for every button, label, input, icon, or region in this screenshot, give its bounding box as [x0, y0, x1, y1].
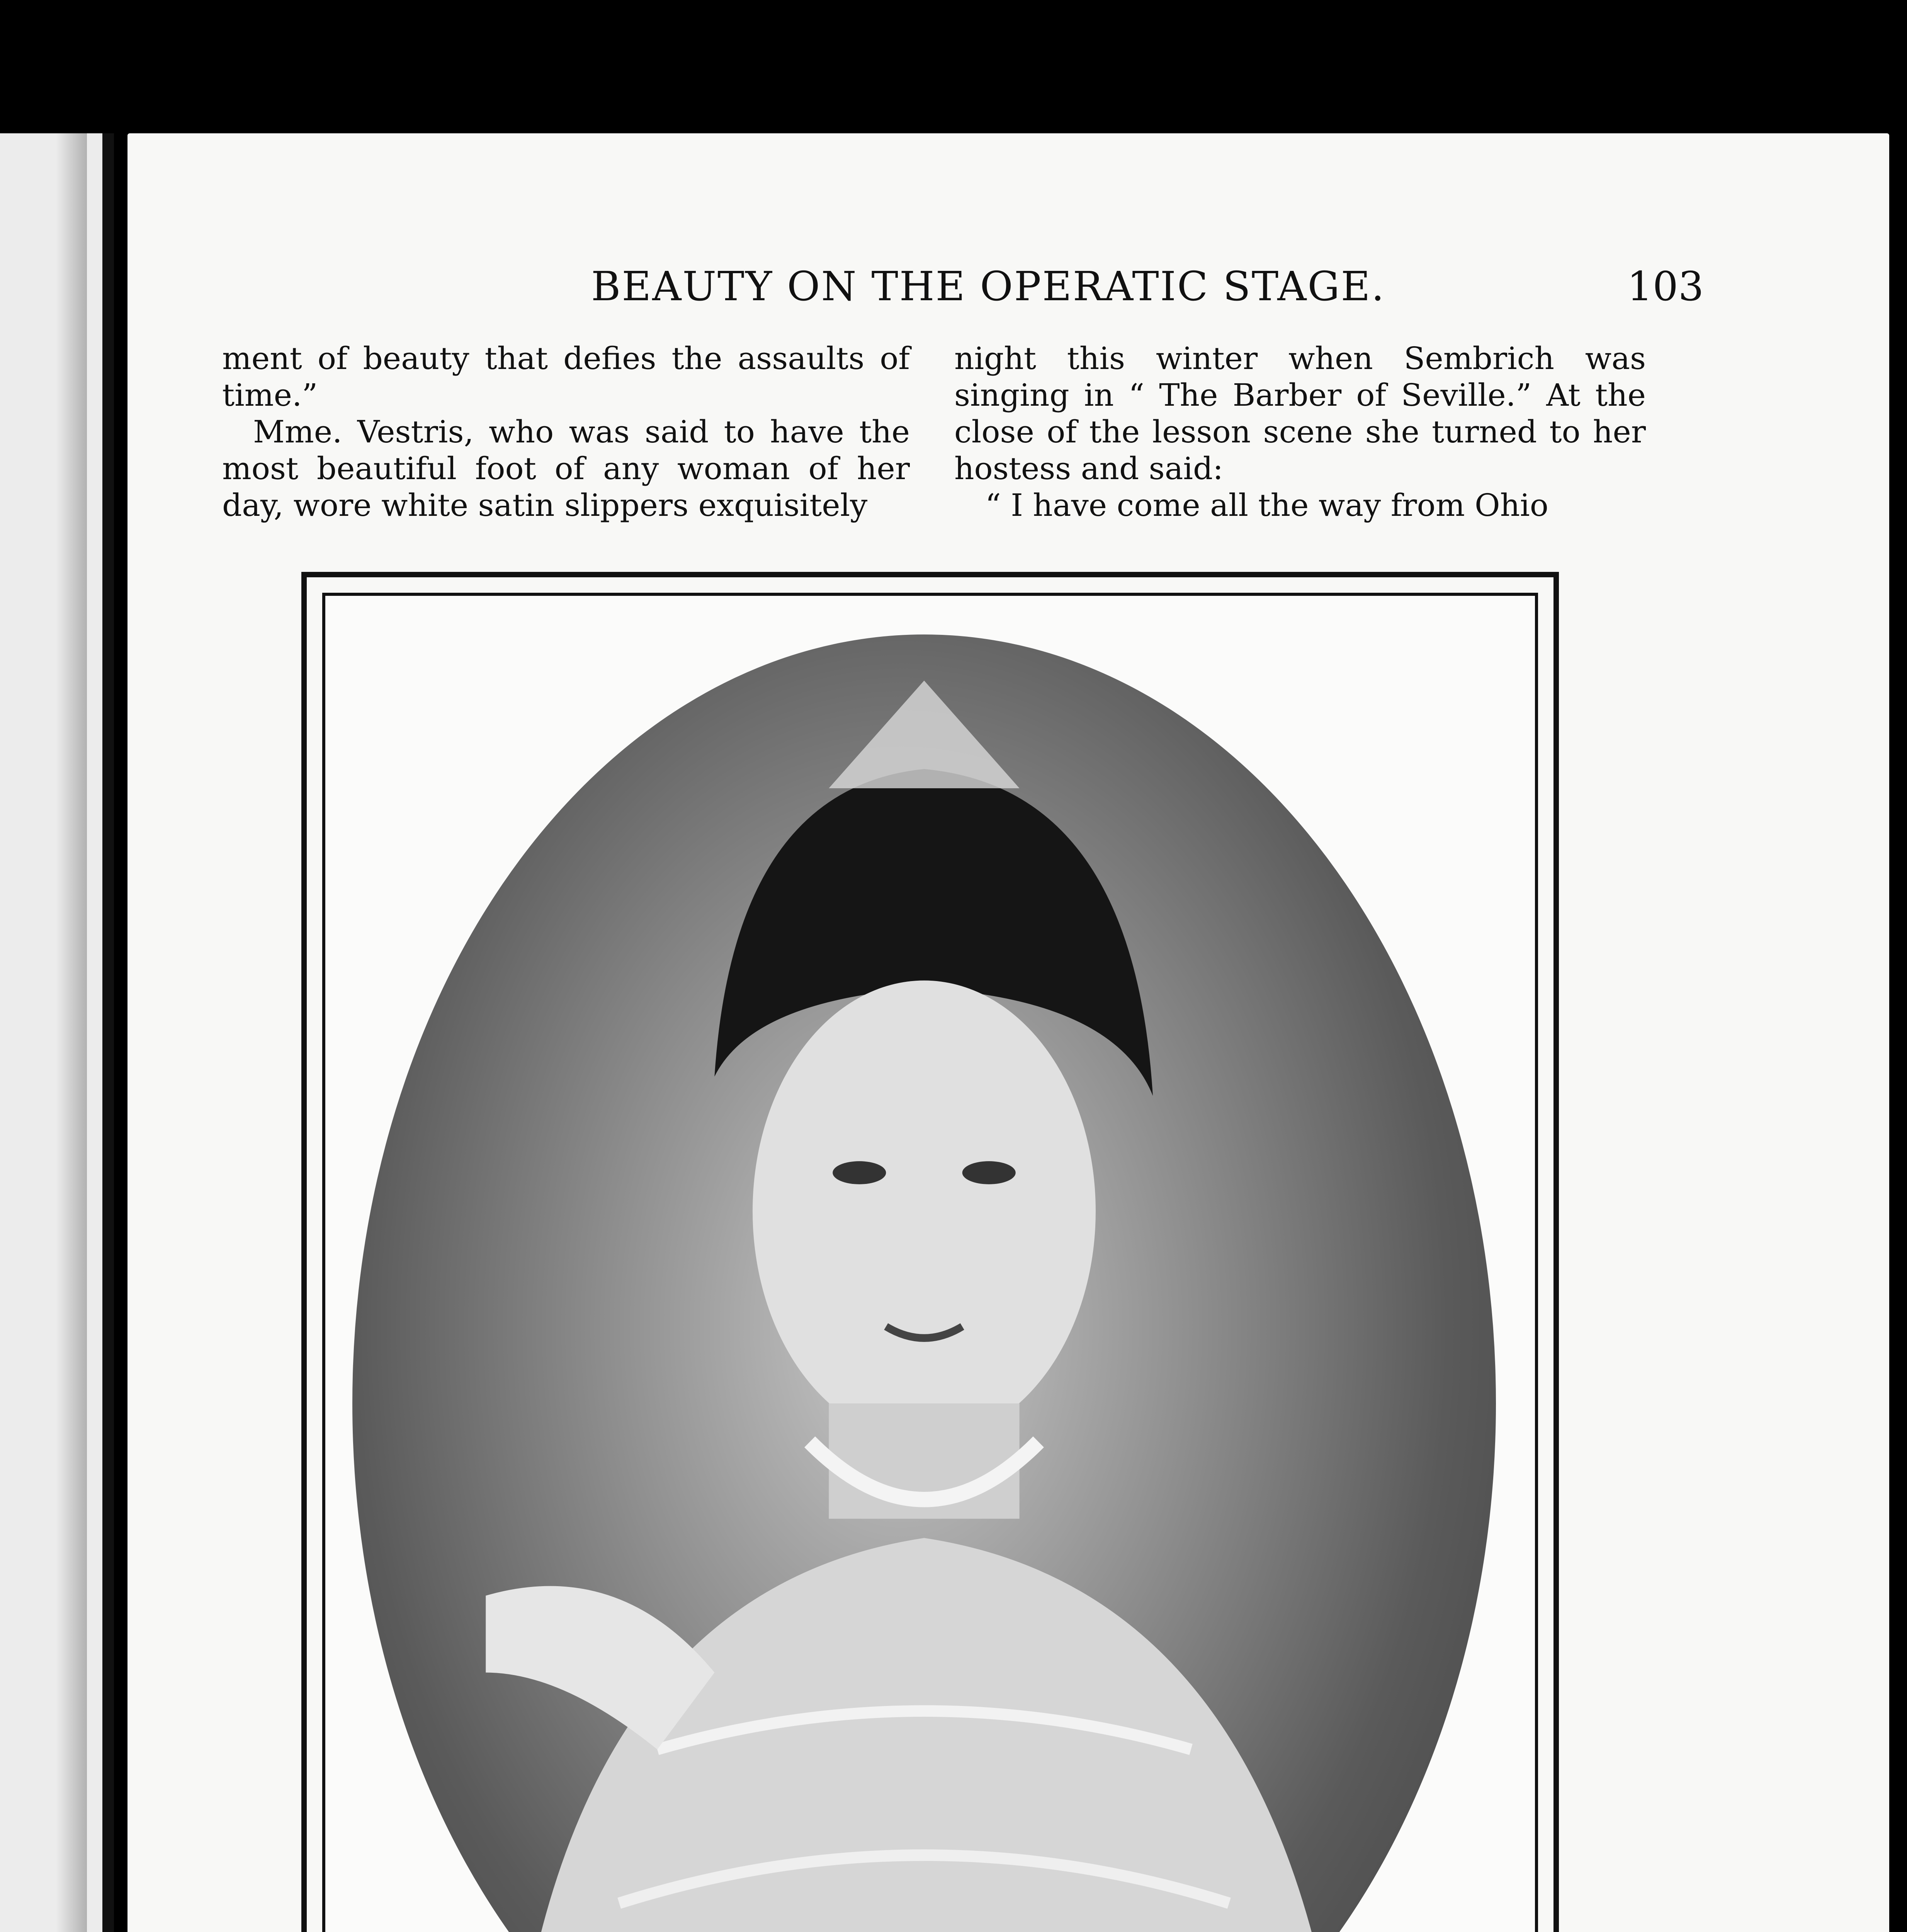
paragraph: night this winter when Sembrich was singing in “ The Barber of Seville.” At the close of the lesson scene she turned to her hostess and said: [954, 340, 1646, 486]
page-number: 103 [1627, 263, 1704, 310]
paragraph: ment of beauty that defies the assaults of time.” [222, 340, 910, 413]
running-head: BEAUTY ON THE OPERATIC STAGE. [591, 263, 1385, 310]
paragraph: Mme. Vestris, who was said to have the most beautiful foot of any woman of her day, wore white satin slippers exquisitely [222, 414, 910, 523]
portrait-photo [352, 634, 1496, 1932]
photo-frame [301, 572, 1559, 1932]
column-top-right [954, 340, 1646, 524]
portrait-illustration [352, 634, 1496, 1932]
book-page [127, 133, 1889, 1932]
facing-page-edge [0, 133, 114, 1932]
column-top-left [222, 340, 910, 524]
paragraph: “ I have come all the way from Ohio [985, 487, 1548, 523]
photo-frame-inner [322, 593, 1538, 1932]
page-header [127, 263, 1889, 325]
